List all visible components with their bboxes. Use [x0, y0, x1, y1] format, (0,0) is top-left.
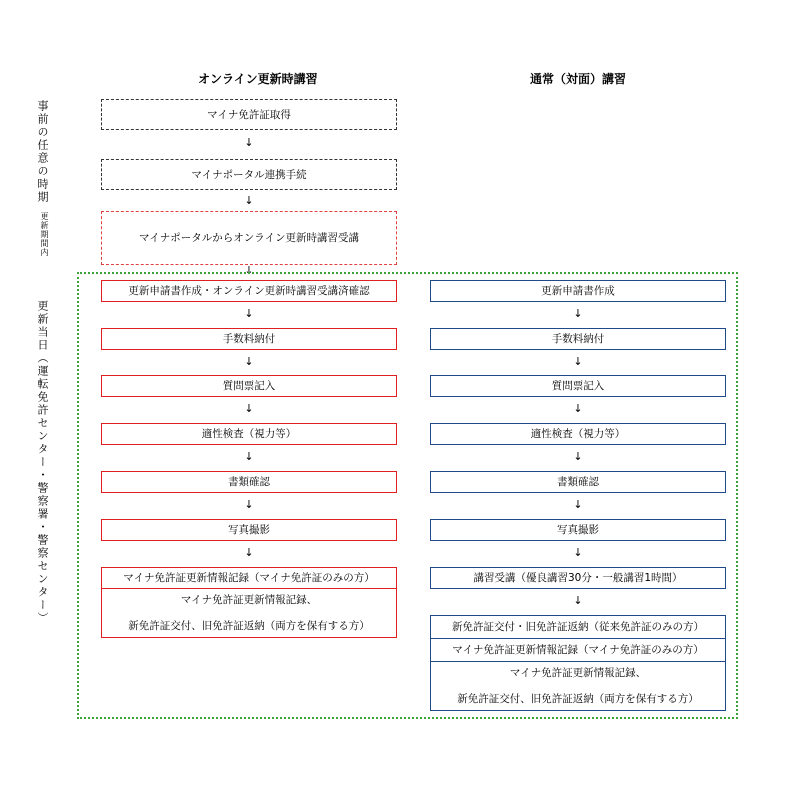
normal-step-questionnaire: 質問票記入	[430, 375, 726, 397]
arrow-down-icon: ↓	[244, 194, 254, 207]
pre-step-get-card: マイナ免許証取得	[101, 99, 397, 130]
normal-final-both-line1: マイナ免許証更新情報記録、	[509, 667, 647, 679]
heading-online: オンライン更新時講習	[198, 72, 318, 86]
online-final-both-line2: 新免許証交付、旧免許証返納（両方を保有する方）	[128, 620, 370, 632]
side-label-before: 事前の任意の時期	[36, 100, 49, 204]
arrow-down-icon: ↓	[573, 594, 583, 607]
arrow-down-icon: ↓	[573, 546, 583, 559]
side-label-period: 更新期間内	[40, 212, 49, 257]
arrow-down-icon: ↓	[573, 355, 583, 368]
arrow-down-icon: ↓	[244, 450, 254, 463]
normal-final-both-line2: 新免許証交付、旧免許証返納（両方を保有する方）	[457, 693, 699, 705]
online-step-application: 更新申請書作成・オンライン更新時講習受講済確認	[101, 280, 397, 302]
online-step-photo: 写真撮影	[101, 519, 397, 541]
arrow-down-icon: ↓	[244, 136, 254, 149]
arrow-down-icon: ↓	[244, 546, 254, 559]
online-final-card-only: マイナ免許証更新情報記録（マイナ免許証のみの方）	[101, 567, 397, 589]
arrow-down-icon: ↓	[573, 307, 583, 320]
arrow-down-icon: ↓	[573, 450, 583, 463]
pre-step-portal-link: マイナポータル連携手続	[101, 159, 397, 190]
online-step-aptitude: 適性検査（視力等）	[101, 423, 397, 445]
online-final-both-line1: マイナ免許証更新情報記録、	[180, 594, 318, 606]
online-step-questionnaire: 質問票記入	[101, 375, 397, 397]
normal-step-aptitude: 適性検査（視力等）	[430, 423, 726, 445]
arrow-down-icon: ↓	[244, 307, 254, 320]
normal-step-lecture: 講習受講（優良講習30分・一般講習1時間）	[430, 567, 726, 589]
normal-step-fee: 手数料納付	[430, 328, 726, 350]
pre-step-online-lecture: マイナポータルからオンライン更新時講習受講	[101, 211, 397, 265]
normal-step-application: 更新申請書作成	[430, 280, 726, 302]
online-step-documents: 書類確認	[101, 471, 397, 493]
normal-final-both	[430, 661, 726, 711]
online-final-both	[101, 588, 397, 638]
side-label-day-of: 更新当日（運転免許センター・警察署・警察センター）	[36, 300, 49, 625]
arrow-down-icon: ↓	[244, 355, 254, 368]
heading-normal: 通常（対面）講習	[529, 72, 626, 86]
arrow-down-icon: ↓	[573, 498, 583, 511]
normal-step-documents: 書類確認	[430, 471, 726, 493]
normal-step-photo: 写真撮影	[430, 519, 726, 541]
arrow-down-icon: ↓	[244, 402, 254, 415]
arrow-down-icon: ↓	[573, 402, 583, 415]
normal-final-card-only: マイナ免許証更新情報記録（マイナ免許証のみの方）	[430, 638, 726, 662]
arrow-down-icon: ↓	[244, 264, 254, 277]
normal-final-traditional: 新免許証交付・旧免許証返納（従来免許証のみの方）	[430, 615, 726, 639]
online-step-fee: 手数料納付	[101, 328, 397, 350]
arrow-down-icon: ↓	[244, 498, 254, 511]
